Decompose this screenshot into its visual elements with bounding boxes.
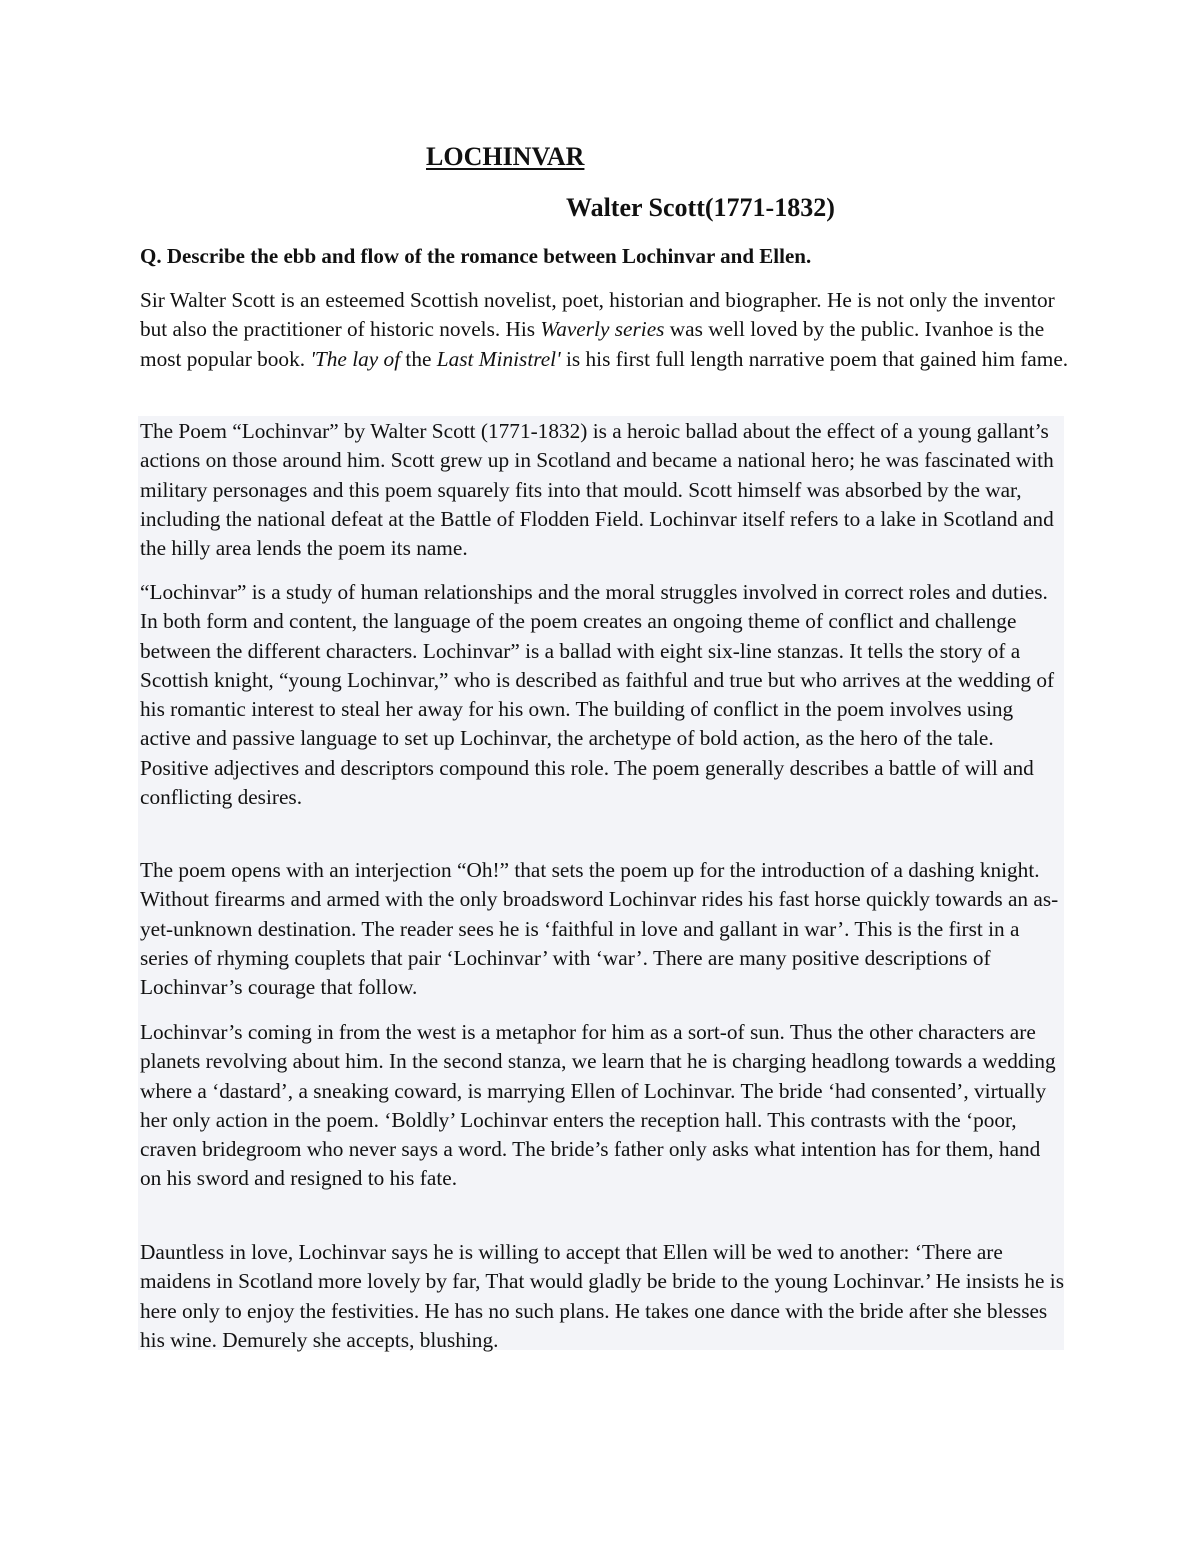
intro-text-1: Sir Walter Scott is an esteemed Scottish novelist, poet, historian and biographer. He is not only the inventor but also the practitioner of historic novels. His <box>140 288 1055 342</box>
lay-title-end: Last Ministrel' <box>436 346 561 371</box>
question-heading: Q. Describe the ebb and flow of the romance between Lochinvar and Ellen. <box>140 244 812 268</box>
lay-title-start: 'The lay of <box>310 346 401 371</box>
document-title: LOCHINVAR <box>426 142 585 171</box>
body-paragraph-relationships: “Lochinvar” is a study of human relationships and the moral struggles involved in correct roles and duties. In both form and content, the language of the poem creates an ongoing theme of conflict and challenge between the different characters. Lochinvar” is a ballad with eight six-line stanzas. It tells the story of a Scottish knight, “young Lochinvar,” who is described as faithful and true but who arrives at the wedding of his romantic interest to steal her away for his own. The building of conflict in the poem involves using active and passive language to set up Lochinvar, the archetype of bold action, as the hero of the tale. Positive adjectives and descriptors compound this role. The poem generally describes a battle of will and conflicting desires. <box>140 580 1055 810</box>
intro-the-word: the <box>400 346 437 371</box>
intro-paragraph <box>140 286 1070 374</box>
intro-text-3: is his first full length narrative poem that gained him fame. <box>560 346 1069 371</box>
author-line: Walter Scott(1771-1832) <box>566 193 835 222</box>
body-paragraph-metaphor: Lochinvar’s coming in from the west is a metaphor for him as a sort-of sun. Thus the other characters are planets revolving about him. In the second stanza, we learn that he is charging headlong towards a wedding where a ‘dastard’, a sneaking coward, is marrying Ellen of Lochinvar. The bride ‘had consented’, virtually her only action in the poem. ‘Boldly’ Lochinvar enters the reception hall. This contrasts with the ‘poor, craven bridegroom who never says a word. The bride’s father only asks what intention has for them, hand on his sword and resigned to his fate. <box>140 1020 1056 1191</box>
body-paragraph-poem-overview: The Poem “Lochinvar” by Walter Scott (1771-1832) is a heroic ballad about the effect of a young gallant’s actions on those around him. Scott grew up in Scotland and became a national hero; he was fascinated with military personages and this poem squarely fits into that mould. Scott himself was absorbed by the war, including the national defeat at the Battle of Flodden Field. Lochinvar itself refers to a lake in Scotland and the hilly area lends the poem its name. <box>140 419 1054 561</box>
body-paragraph-dauntless: Dauntless in love, Lochinvar says he is willing to accept that Ellen will be wed to another: ‘There are maidens in Scotland more lovely by far, That would gladly be bride to the young Lochinvar.’ He insists he is here only to enjoy the festivities. He has no such plans. He takes one dance with the bride after she blesses his wine. Demurely she accepts, blushing. <box>140 1240 1065 1352</box>
waverly-series-title: Waverly series <box>540 317 665 342</box>
intro-text-2: was well loved by the public. Ivanhoe is the most popular book. <box>140 317 1045 371</box>
body-paragraph-opening: The poem opens with an interjection “Oh!” that sets the poem up for the introduction of a dashing knight. Without firearms and armed with the only broadsword Lochinvar rides his fast horse quickly towards an as-yet-unknown destination. The reader sees he is ‘faithful in love and gallant in war’. This is the first in a series of rhyming couplets that pair ‘Lochinvar’ with ‘war’. There are many positive descriptions of Lochinvar’s courage that follow. <box>140 858 1059 1000</box>
